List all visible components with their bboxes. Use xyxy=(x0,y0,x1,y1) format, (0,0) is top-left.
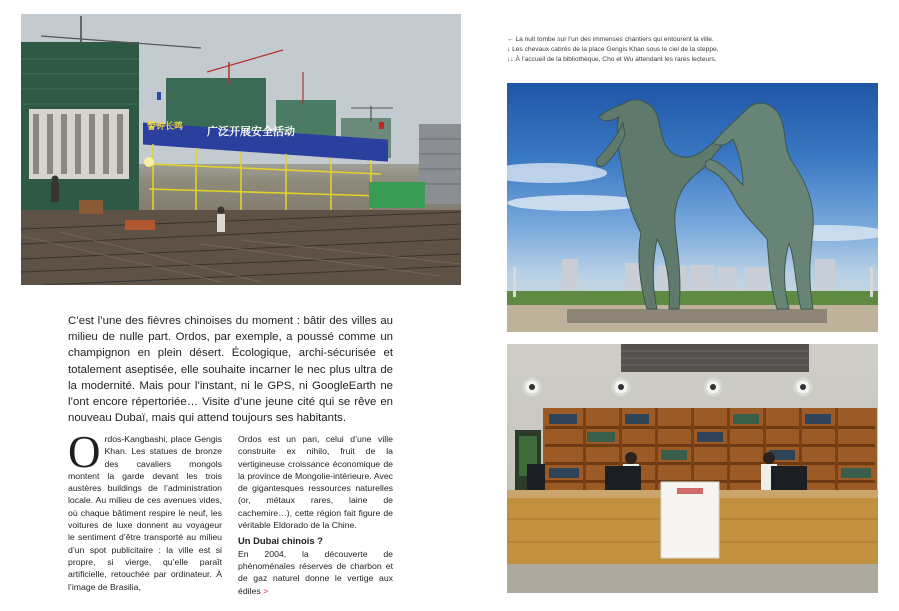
caption-3 xyxy=(507,55,879,65)
horses-scene xyxy=(507,83,878,332)
body-text-right-2 xyxy=(238,548,393,597)
arrow-left-icon: ← xyxy=(507,36,514,43)
intro-paragraph: C’est l’une des fièvres chinoises du moment : bâtir des villes au milieu de nulle part. Ordos, par exemple, a poussé comme un champignon en plein désert. Écologique, archi-sécurisée et totalement aseptisée, elle souhaite incarner le nec plus ultra de la modernité. Mais pour l’instant, ni le GPS, ni GoogleEarth ne l’ont encore répertoriée… Visite d’une jeune cité qui se rêve en nouveau Dubaï, mais qui attend toujours ses habitants. xyxy=(68,315,393,425)
section-subhead: Un Dubai chinois ? xyxy=(238,535,323,547)
body-column-left xyxy=(68,427,222,593)
photo-captions xyxy=(507,35,879,65)
caption-1 xyxy=(507,35,879,45)
double-arrow-down-icon: ↓↓ xyxy=(507,56,514,63)
continue-arrow-icon: > xyxy=(263,585,269,596)
construction-scene xyxy=(21,14,461,285)
caption-text: Les chevaux cabrés de la place Gengis Khan sous le ciel de la steppe. xyxy=(512,46,719,53)
body-text-left: rdos-Kangbashi, place Gengis Khan. Les statues de bronze des cavaliers mongols montent la garde devant les trois austères buildings de l’administration locale. Au milieu de ces avenues vides, où chaque bâtiment respire le neuf, les voitures de luxe donnent au voyageur le sentiment d’être transporté au milieu d’un spot publicitaire : la ville est si propre, si vierge, qu’elle paraît artificielle, retouchée par ordinateur. À l’image de Brasilia, xyxy=(68,434,222,592)
banner-text-left: 警钟长鸣 xyxy=(147,122,184,132)
caption-text: La nuit tombe sur l’un des immenses chantiers qui entourent la ville. xyxy=(515,36,714,43)
photo-library-reception xyxy=(507,344,878,593)
drop-cap: O xyxy=(68,427,101,477)
photo-horse-statues xyxy=(507,83,878,332)
library-scene xyxy=(507,344,878,593)
caption-2 xyxy=(507,45,879,55)
photo-construction-site xyxy=(21,14,461,285)
caption-text: À l’accueil de la bibliothèque, Cho et Wu attendant les rares lecteurs. xyxy=(515,56,717,63)
arrow-down-icon: ↓ xyxy=(507,46,511,53)
body-text-right-2-content: En 2004, la découverte de phénoménales réserves de charbon et de gaz naturel donne le vertige aux édiles xyxy=(238,548,393,596)
banner-text: 广泛开展安全活动 xyxy=(207,125,295,138)
body-text-right: Ordos est un pari, celui d’une ville construite ex nihilo, fruit de la vertigineuse croissance économique de la province de Mongolie-intérieure. Avec de gigantesques ressources naturelles (or, métaux rares, laine de cachemire…), cette région fait figure de véritable Eldorado de la Chine. xyxy=(238,434,393,531)
body-column-right xyxy=(238,433,393,597)
